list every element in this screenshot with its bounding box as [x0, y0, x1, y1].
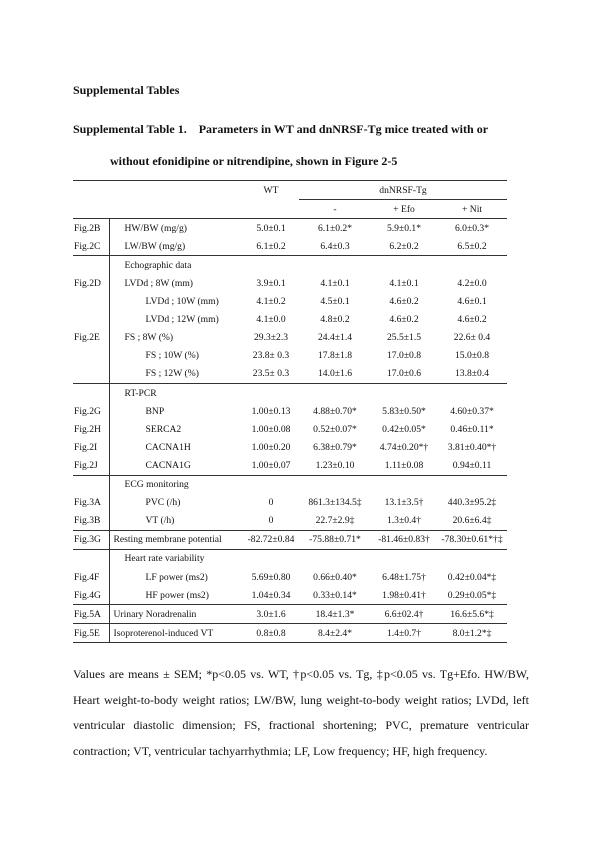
table-row	[73, 274, 507, 292]
table-title-line1: Supplemental Table 1. Parameters in WT and dnNRSF-Tg mice treated with or	[73, 122, 489, 136]
value-efo: 6.6±02.4†	[371, 605, 437, 624]
value-efo: 1.98±0.41†	[382, 589, 426, 601]
row-label: FS ; 10W (%)	[109, 347, 243, 365]
value-wt: 23.8± 0.3	[252, 350, 290, 362]
value-tg: 22.7±2.9‡	[315, 515, 355, 527]
header-nit: + Nit	[461, 203, 483, 215]
table-row	[73, 311, 507, 329]
value-efo: 1.3±0.4†	[386, 515, 422, 527]
value-tg: 1.23±0.10	[315, 459, 355, 471]
value-tg: 6.1±0.2*	[299, 219, 371, 238]
table-row	[73, 456, 507, 475]
fig-ref: Fig.2I	[74, 441, 98, 453]
fig-ref: Fig.2B	[73, 219, 109, 238]
table-row	[73, 568, 507, 586]
value-tg: 0.66±0.40*	[313, 571, 357, 583]
value-efo: 4.6±0.2	[389, 314, 419, 326]
header-tg: dnNRSF-Tg	[299, 181, 507, 200]
fig-ref: Fig.3A	[74, 497, 101, 509]
row-label: LF power (ms2)	[109, 568, 243, 586]
fig-ref: Fig.2D	[74, 278, 101, 290]
value-tg: 4.5±0.1	[320, 296, 350, 308]
row-label: Resting membrane potential	[109, 530, 243, 549]
fig-ref: Fig.4F	[74, 571, 100, 583]
row-label: LVDd ; 10W (mm)	[109, 293, 243, 311]
row-label: BNP	[109, 402, 243, 420]
value-nit: 15.0±0.8	[454, 350, 490, 362]
group-label-echo: Echographic data	[109, 256, 507, 275]
value-nit: 22.6± 0.4	[453, 332, 491, 344]
fig-ref: Fig.3B	[74, 515, 101, 527]
table-row	[73, 365, 507, 384]
group-row	[73, 384, 507, 403]
row-label: VT (/h)	[109, 512, 243, 531]
value-efo: 4.1±0.1	[389, 278, 419, 290]
value-tg: 8.4±2.4*	[299, 624, 371, 643]
header-row	[73, 181, 507, 200]
value-efo: 4.6±0.2	[389, 296, 419, 308]
group-row	[73, 475, 507, 494]
row-label: LVDd ; 8W (mm)	[109, 274, 243, 292]
value-wt: 5.69±0.80	[251, 571, 291, 583]
group-label-hrv: Heart rate variability	[109, 549, 507, 568]
header-efo: + Efo	[393, 203, 415, 215]
value-efo: -81.46±0.83†	[371, 530, 437, 549]
table-row	[73, 420, 507, 438]
value-tg: 6.38±0.79*	[313, 441, 357, 453]
value-nit: 440.3±95.2‡	[447, 497, 497, 509]
row-label: SERCA2	[109, 420, 243, 438]
fig-ref: Fig.2C	[74, 240, 101, 252]
value-tg: 6.4±0.3	[320, 240, 350, 252]
table-row	[73, 402, 507, 420]
value-wt: 3.9±0.1	[256, 278, 286, 290]
value-wt: 0	[268, 515, 274, 527]
value-tg: 24.4±1.4	[317, 332, 353, 344]
value-wt: 29.3±2.3	[253, 332, 289, 344]
table-row	[73, 293, 507, 311]
value-nit: -78.30±0.61*†‡	[437, 530, 507, 549]
fig-ref: Fig.2E	[74, 332, 100, 344]
table-row	[73, 605, 507, 624]
value-efo: 5.9±0.1*	[371, 219, 437, 238]
section-heading: Supplemental Tables	[73, 83, 180, 97]
value-efo: 17.0±0.6	[386, 368, 422, 380]
header-wt: WT	[243, 181, 299, 200]
table-row	[73, 219, 507, 238]
value-nit: 13.8±0.4	[454, 368, 490, 380]
table-row	[73, 438, 507, 456]
row-label: HF power (ms2)	[109, 586, 243, 605]
value-wt: 4.1±0.2	[256, 296, 286, 308]
fig-ref: Fig.3G	[73, 530, 109, 549]
row-label: CACNA1G	[109, 456, 243, 475]
row-label: FS ; 8W (%)	[109, 329, 243, 347]
value-tg: 17.8±1.8	[317, 350, 353, 362]
row-label: Isoproterenol-induced VT	[109, 624, 243, 643]
value-nit: 0.46±0.11*	[450, 423, 494, 435]
row-label: LVDd ; 12W (mm)	[109, 311, 243, 329]
value-tg: 0.52±0.07*	[313, 423, 357, 435]
value-nit: 6.0±0.3*	[437, 219, 507, 238]
value-tg: 861.3±134.5‡	[308, 497, 362, 509]
group-label-ecg: ECG monitoring	[109, 475, 507, 494]
value-efo: 4.74±0.20*†	[379, 441, 429, 453]
value-efo: 17.0±0.8	[386, 350, 422, 362]
fig-ref: Fig.4G	[74, 589, 101, 601]
table-row	[73, 494, 507, 512]
value-wt: 3.0±1.6	[243, 605, 299, 624]
footnote-text: Values are means ± SEM; *p<0.05 vs. WT, †p<0.05 vs. Tg, ‡p<0.05 vs. Tg+Efo. HW/BW, Heart weight-to-body weight ratios; LW/BW, lung weight-to-body weight ratios; LVDd, left ventricular diastolic dimension; FS, fractional shortening; PVC, premature ventricular contraction; VT, ventricular tachyarrhythmia; LF, Low frequency; HF, high frequency.	[73, 667, 529, 758]
value-efo: 13.1±3.5†	[384, 497, 424, 509]
value-efo: 6.48±1.75†	[382, 571, 426, 583]
value-wt: 1.00±0.13	[251, 405, 291, 417]
table-row	[73, 237, 507, 256]
value-tg: 0.33±0.14*	[313, 589, 357, 601]
value-wt: 1.04±0.34	[251, 589, 291, 601]
row-label: PVC (/h)	[109, 494, 243, 512]
value-efo: 1.4±0.7†	[371, 624, 437, 643]
value-nit: 3.81±0.40*†	[447, 441, 497, 453]
value-wt: 5.0±0.1	[243, 219, 299, 238]
value-wt: 4.1±0.0	[256, 314, 286, 326]
fig-ref: Fig.2H	[74, 423, 101, 435]
value-efo: 0.42±0.05*	[382, 423, 426, 435]
value-wt: 1.00±0.08	[251, 423, 291, 435]
table-row	[73, 347, 507, 365]
value-wt: 6.1±0.2	[256, 240, 286, 252]
value-tg: -75.88±0.71*	[299, 530, 371, 549]
value-wt: -82.72±0.84	[243, 530, 299, 549]
group-row	[73, 549, 507, 568]
value-nit: 4.60±0.37*	[450, 405, 494, 417]
value-tg: 4.8±0.2	[320, 314, 350, 326]
header-untreated: -	[333, 203, 337, 215]
value-efo: 6.2±0.2	[389, 240, 419, 252]
row-label: HW/BW (mg/g)	[109, 219, 243, 238]
value-wt: 23.5± 0.3	[252, 368, 290, 380]
row-label: Urinary Noradrenalin	[109, 605, 243, 624]
parameters-table	[73, 180, 507, 643]
value-wt: 0	[268, 497, 274, 509]
value-efo: 1.11±0.08	[384, 459, 424, 471]
value-nit: 16.6±5.6*‡	[437, 605, 507, 624]
row-label: FS ; 12W (%)	[109, 365, 243, 384]
value-wt: 1.00±0.07	[251, 459, 291, 471]
group-row	[73, 256, 507, 275]
table-row	[73, 530, 507, 549]
row-label: CACNA1H	[109, 438, 243, 456]
row-label: LW/BW (mg/g)	[109, 237, 243, 256]
value-nit: 8.0±1.2*‡	[437, 624, 507, 643]
group-label-rtpcr: RT-PCR	[109, 384, 507, 403]
value-tg: 18.4±1.3*	[299, 605, 371, 624]
table-row	[73, 512, 507, 531]
table-title-line2: without efonidipine or nitrendipine, shown in Figure 2-5	[110, 154, 398, 168]
value-wt: 0.8±0.8	[243, 624, 299, 643]
table-row	[73, 329, 507, 347]
value-nit: 6.5±0.2	[457, 240, 487, 252]
fig-ref: Fig.5E	[73, 624, 109, 643]
value-nit: 4.6±0.1	[457, 296, 487, 308]
value-nit: 0.42±0.04*‡	[447, 571, 497, 583]
fig-ref: Fig.2G	[74, 405, 101, 417]
table-footnote	[73, 662, 529, 764]
fig-ref: Fig.5A	[73, 605, 109, 624]
fig-ref: Fig.2J	[74, 459, 98, 471]
value-wt: 1.00±0.20	[251, 441, 291, 453]
value-nit: 0.29±0.05*‡	[447, 589, 497, 601]
value-nit: 4.2±0.0	[457, 278, 487, 290]
value-nit: 0.94±0.11	[452, 459, 492, 471]
value-tg: 4.1±0.1	[320, 278, 350, 290]
value-efo: 25.5±1.5	[386, 332, 422, 344]
table-row	[73, 586, 507, 605]
value-tg: 14.0±1.6	[317, 368, 353, 380]
value-nit: 4.6±0.2	[457, 314, 487, 326]
value-efo: 5.83±0.50*	[382, 405, 426, 417]
value-tg: 4.88±0.70*	[313, 405, 357, 417]
table-row	[73, 624, 507, 643]
value-nit: 20.6±6.4‡	[452, 515, 492, 527]
subheader-row	[73, 200, 507, 219]
